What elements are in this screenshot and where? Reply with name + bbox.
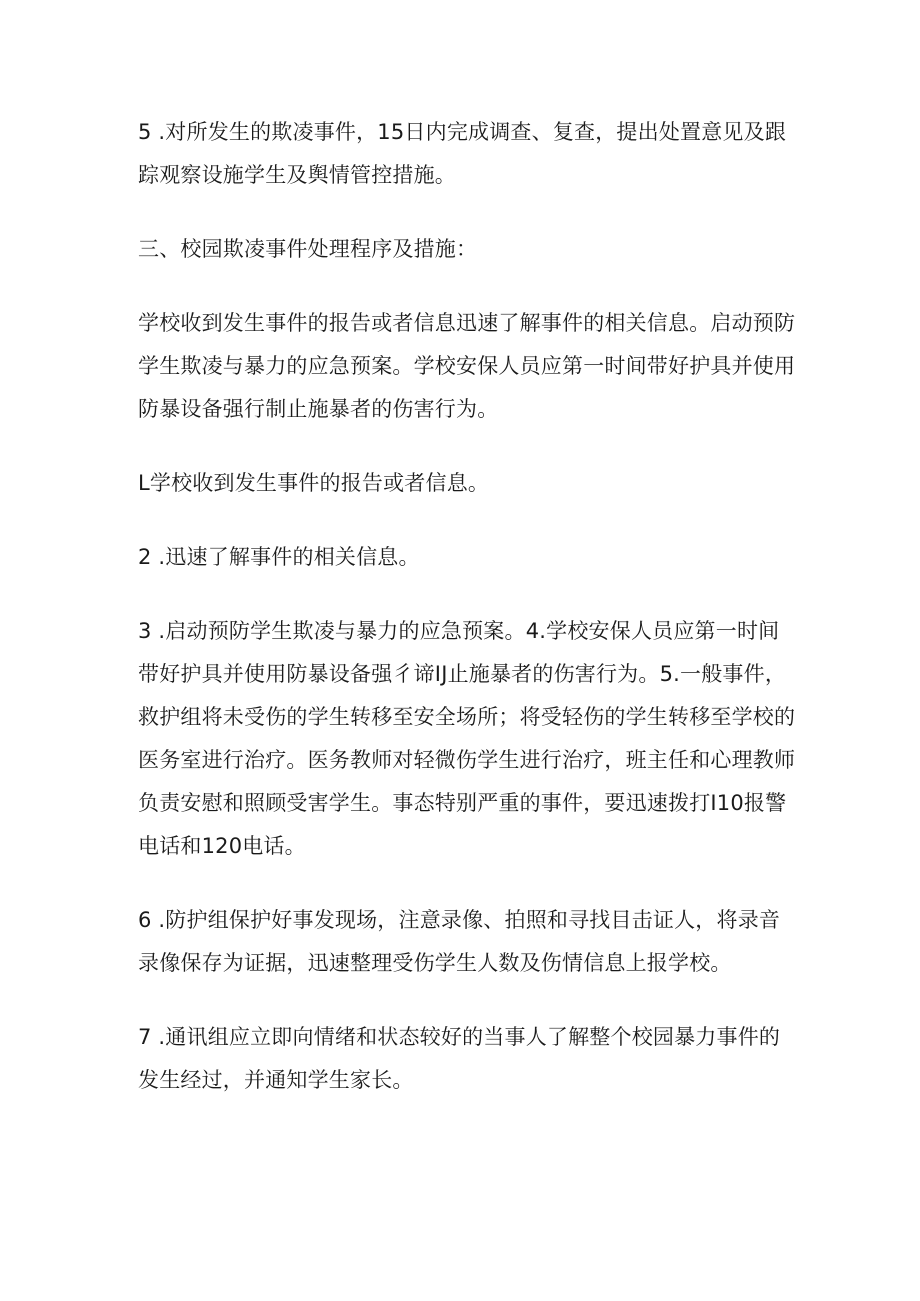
paragraph-step-3-5: 3 .启动预防学生欺凌与暴力的应急预案。4.学校安保人员应第一时间带好护具并使用防暴设备强彳谛IJ止施暴者的伤害行为。5.一般事件，救护组将未受伤的学生转移至安全场所；将受轻伤的学生转移至学校的医务室进行治疗。医务教师对轻微伤学生进行治疗，班主任和心理教师负责安慰和照顾受害学生。事态特别严重的事件，要迅速拨打I10报警电话和120电话。 <box>138 619 796 858</box>
paragraph-step-2: 2 .迅速了解事件的相关信息。 <box>138 545 420 569</box>
paragraph-item-5: 5 .对所发生的欺凌事件，15日内完成调查、复查，提出处置意见及跟踪观察设施学生及舆情管控措施。 <box>138 120 787 187</box>
paragraph-step-6: 6 .防护组保护好事发现场，注意录像、拍照和寻找目击证人，将录音录像保存为证据，迅速整理受伤学生人数及伤情信息上报学校。 <box>138 908 781 975</box>
paragraph-intro: 学校收到发生事件的报告或者信息迅速了解事件的相关信息。启动预防学生欺凌与暴力的应急预案。学校安保人员应第一时间带好护具并使用防暴设备强行制止施暴者的伤害行为。 <box>138 311 796 421</box>
section-heading-procedures: 三、校园欺凌事件处理程序及措施： <box>138 237 478 261</box>
paragraph-step-7: 7 .通讯组应立即向情绪和状态较好的当事人了解整个校园暴力事件的发生经过，并通知学生家长。 <box>138 1025 781 1092</box>
document-body <box>138 111 798 1133</box>
paragraph-step-1: L学校收到发生事件的报告或者信息。 <box>138 471 490 495</box>
